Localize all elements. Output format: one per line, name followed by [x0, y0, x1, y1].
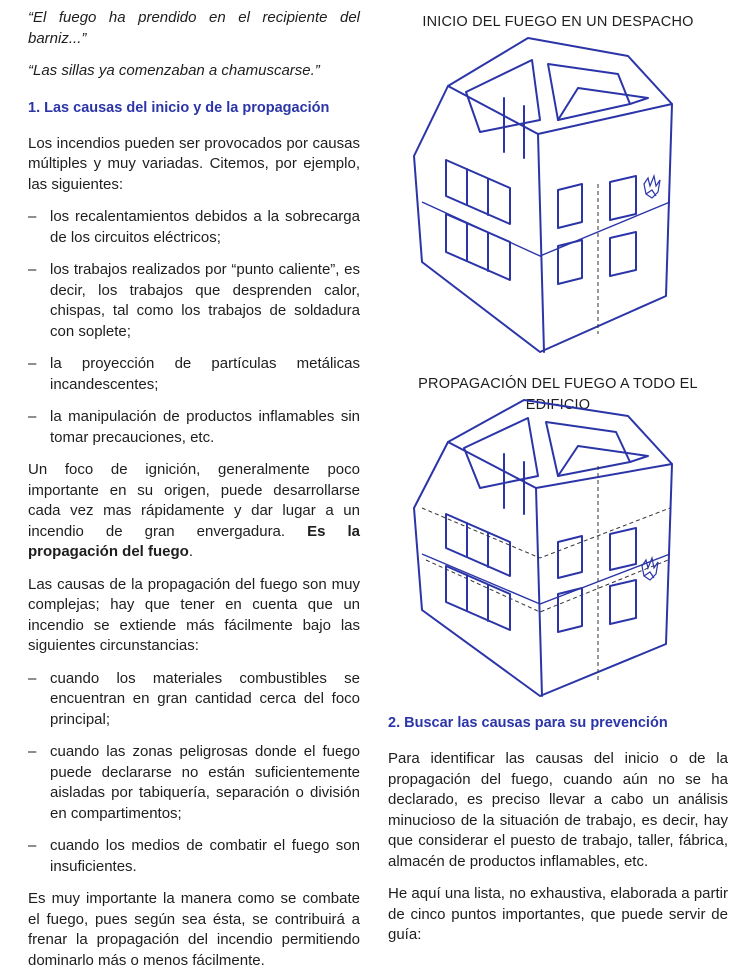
building-fire-spread-illustration [408, 396, 708, 701]
section-2-heading: 2. Buscar las causas para su prevención [388, 715, 668, 731]
list-item: – los recalentamientos debidos a la sobrecarga de los circuitos eléctricos; [28, 208, 360, 246]
ignition-paragraph: Un foco de ignición, generalmente poco importante en su origen, puede desarrollarse cada vez mas rápidamente y dar lugar a un incendio de gran envergadura. Es la propagación del fuego. [28, 461, 360, 560]
list-item: – los trabajos realizados por “punto caliente”, es decir, los trabajos que desprenden calor, chispas, tal como los trabajos de soldadura con soplete; [28, 261, 360, 340]
window-left-upper [446, 514, 510, 576]
propagation-emphasis: Es la propagación del fuego [28, 522, 360, 560]
fire-icon [644, 176, 660, 198]
figure-1-title: INICIO DEL FUEGO EN UN DESPACHO [422, 14, 694, 30]
building-corner [448, 86, 544, 352]
window-right-1 [558, 536, 582, 578]
window-right-3 [610, 528, 636, 570]
window-right-3 [610, 176, 636, 220]
room-right-back [548, 64, 630, 120]
list-item: – la proyección de partículas metálicas incandescentes; [28, 355, 360, 393]
guide-paragraph: He aquí una lista, no exhaustiva, elaborada a partir de cinco puntos importantes, que puede servir de guía: [388, 885, 728, 943]
propagation-intro: Las causas de la propagación del fuego son muy complejas; hay que tener en cuenta que un incendio se extiende más fácilmente bajo las siguientes circunstancias: [28, 575, 360, 654]
circumstances-list [28, 669, 360, 878]
causes-list [28, 207, 360, 448]
floor-slab [422, 554, 670, 604]
list-item: – cuando las zonas peligrosas donde el fuego puede declararse no están suficientemente aisladas por tabiquería, separación o división en compartimentos; [28, 743, 360, 822]
list-item: – cuando los materiales combustibles se encuentran en gran cantidad cerca del foco principal; [28, 669, 360, 728]
interior-wall [504, 98, 524, 158]
window-left-lower [446, 566, 510, 630]
window-left-lower [446, 214, 510, 280]
building-fire-office-illustration [408, 34, 708, 359]
window-left-upper [446, 160, 510, 224]
window-right-2 [558, 588, 582, 632]
floor-slab [422, 202, 670, 256]
interior-wall [504, 454, 524, 514]
window-right-4 [610, 580, 636, 624]
quote-varnish: “El fuego ha prendido en el recipiente del barniz...” [28, 9, 360, 47]
closing-paragraph: Es muy importante la manera como se combate el fuego, pues según sea ésta, se contribuirá a frenar la propagación del incendio permitiendo dominarlo más o menos fácilmente. [28, 890, 360, 969]
section-2 [388, 713, 728, 946]
room-right-back [546, 422, 630, 476]
left-column [28, 8, 360, 971]
list-item: – cuando los medios de combatir el fuego son insuficientes. [28, 837, 360, 875]
figure-2-title: PROPAGACIÓN DEL FUEGO A TODO EL EDIFICIO [418, 376, 698, 413]
window-right-1 [558, 184, 582, 228]
quote-chairs: “Las sillas ya comenzaban a chamuscarse.” [28, 62, 320, 79]
list-item: – la manipulación de productos inflamables sin tomar precauciones, etc. [28, 408, 360, 446]
room-divider [558, 88, 648, 120]
section-1-heading: 1. Las causas del inicio y de la propagación [28, 99, 330, 116]
dashed-spread-line [426, 560, 668, 612]
causes-intro: Los incendios pueden ser provocados por causas múltiples y muy variadas. Citemos, por ejemplo, las siguientes: [28, 134, 360, 193]
prevention-paragraph: Para identificar las causas del inicio o de la propagación del fuego, cuando aún no se ha declarado, es preciso llevar a cabo un análisis minucioso de la situación de trabajo, es decir, hay que considerar el puesto de trabajo, taller, fábrica, almacén de productos inflamables, etc. [388, 750, 728, 870]
window-right-4 [610, 232, 636, 276]
room-left [464, 418, 538, 488]
dashed-spread-line [422, 508, 670, 558]
